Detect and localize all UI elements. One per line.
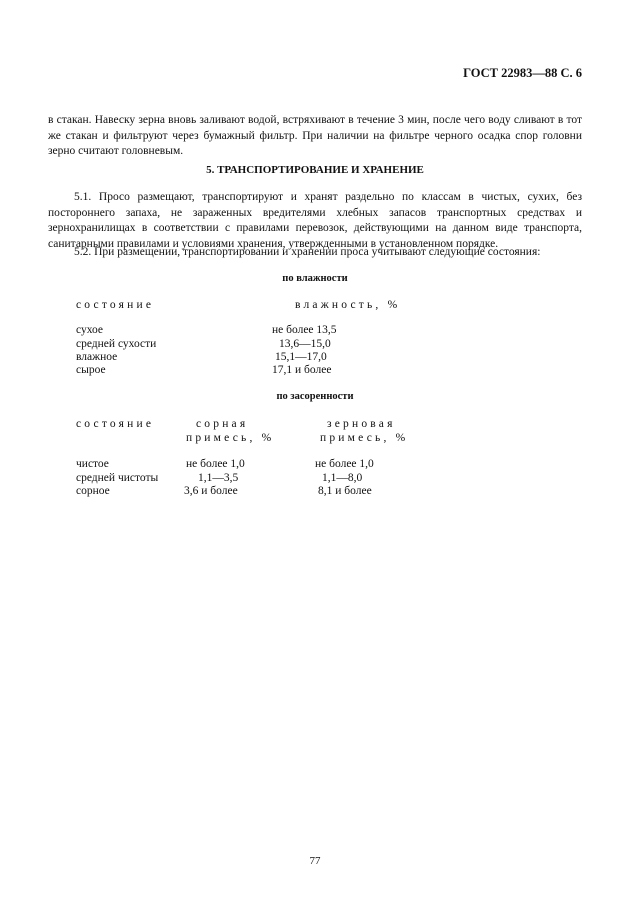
moisture-col-state-header: состояние (76, 299, 155, 311)
contamination-row-weed: не более 1,0 (186, 458, 245, 470)
section-title: 5. ТРАНСПОРТИРОВАНИЕ И ХРАНЕНИЕ (206, 164, 424, 176)
contamination-col-grain-header-2: примесь, % (320, 432, 409, 444)
moisture-row-state: сырое (76, 364, 106, 376)
moisture-row-state: сухое (76, 324, 104, 336)
paragraph-5-1: 5.1. Просо размещают, транспортируют и хранят раздельно по классам в чистых, сухих, без постороннего запаха, не зараженных вредителями хлебных запасов транспортных средствах и зернохранилищах в соответствии с правилами перевозок, действующими на данном виде транспорта, санитарными правилами и условиями хранения, утвержденными в установленном порядке. (48, 191, 582, 250)
contamination-row-state: средней чистоты (76, 472, 159, 484)
contamination-row-weed: 1,1—3,5 (198, 472, 239, 484)
moisture-table-heading: по влажности (282, 273, 348, 284)
moisture-row-state: влажное (76, 351, 118, 363)
contamination-row-state: сорное (76, 485, 110, 497)
contamination-col-weed-header-2: примесь, % (186, 432, 275, 444)
contamination-row-grain: 8,1 и более (318, 485, 372, 497)
moisture-row-value: 15,1—17,0 (275, 351, 327, 363)
intro-paragraph: в стакан. Навеску зерна вновь заливают водой, встряхивают в течение 3 мин, после чего воду сливают в тот же стакан и фильтруют через бумажный фильтр. При наличии на фильтре черного осадка спор головни зерно считают головневым. (48, 114, 582, 157)
contamination-row-grain: не более 1,0 (315, 458, 374, 470)
contamination-col-weed-header: сорная (196, 418, 249, 430)
contamination-row-state: чистое (76, 458, 109, 470)
contamination-col-state-header: состояние (76, 418, 155, 430)
moisture-row-state: средней сухости (76, 338, 157, 350)
page-number: 77 (309, 855, 321, 867)
moisture-row-value: не более 13,5 (272, 324, 337, 336)
document-header: ГОСТ 22983—88 С. 6 (463, 66, 582, 80)
moisture-col-value-header: влажность, % (295, 299, 401, 311)
moisture-row-value: 13,6—15,0 (279, 338, 331, 350)
contamination-col-grain-header: зерновая (327, 418, 396, 430)
contamination-row-grain: 1,1—8,0 (322, 472, 363, 484)
moisture-row-value: 17,1 и более (272, 364, 332, 376)
paragraph-5-2: 5.2. При размещении, транспортировании и хранении проса учитывают следующие состояния: (74, 246, 541, 258)
contamination-row-weed: 3,6 и более (184, 485, 238, 497)
contamination-table-heading: по засоренности (276, 391, 354, 402)
